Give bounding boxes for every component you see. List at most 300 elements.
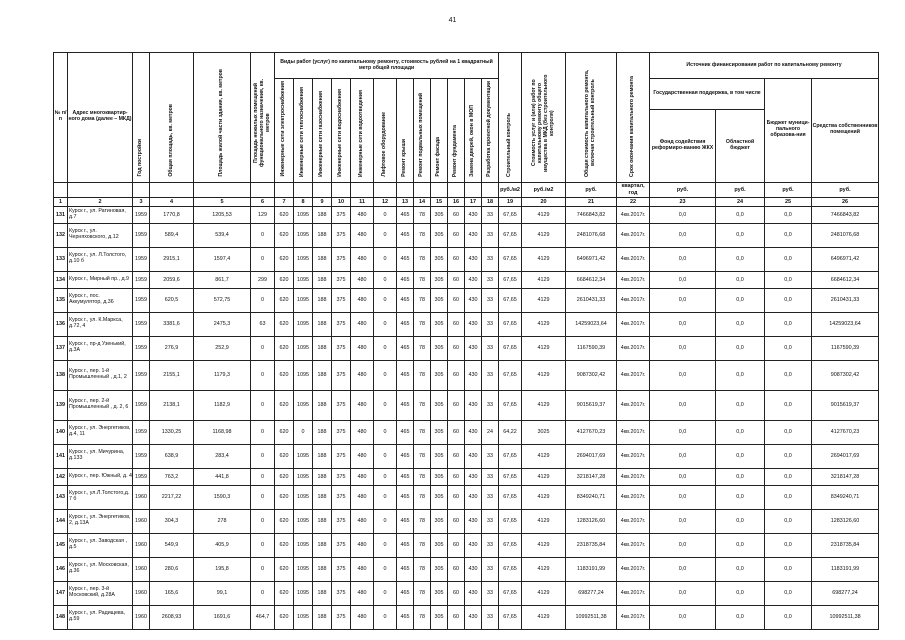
row-work-cost: 480 — [351, 420, 374, 444]
row-address: Курск г., пер. 1-й Промышленный , д.1, 2 — [68, 360, 133, 390]
unit-municipal: руб. — [765, 182, 812, 197]
row-total-cost: 1167590,39 — [566, 336, 617, 360]
row-work-cost: 375 — [332, 420, 351, 444]
column-number: 1 — [54, 197, 68, 206]
row-work-cost: 375 — [332, 223, 351, 247]
unit-total: руб. — [566, 182, 617, 197]
row-work-cost: 430 — [465, 557, 482, 581]
row-work-cost: 33 — [482, 468, 499, 485]
row-work-cost: 430 — [465, 468, 482, 485]
row-work-cost: 188 — [313, 533, 332, 557]
capital-repair-table — [53, 52, 879, 630]
row-work-cost: 188 — [313, 247, 332, 271]
row-work-cost: 480 — [351, 444, 374, 468]
row-work-cost: 78 — [414, 468, 431, 485]
row-number: 148 — [54, 605, 68, 629]
row-work-cost: 33 — [482, 336, 499, 360]
column-number: 4 — [150, 197, 194, 206]
row-work-cost: 305 — [431, 247, 448, 271]
row-work-cost: 78 — [414, 288, 431, 312]
page-number: 41 — [448, 17, 457, 24]
header-fund: Фонд содействия реформиро-ванию ЖКХ — [650, 110, 716, 183]
row-work-cost: 0 — [374, 312, 397, 336]
column-numbers-row — [54, 197, 879, 206]
row-living-area: 1179,3 — [194, 360, 251, 390]
row-living-area: 1691,6 — [194, 605, 251, 629]
row-work-cost: 620 — [275, 485, 294, 509]
header-state-support: Государственная поддержка, в том числе — [650, 79, 765, 110]
row-living-area: 572,75 — [194, 288, 251, 312]
table-row — [54, 485, 879, 509]
row-work-cost: 0 — [374, 509, 397, 533]
row-unit-cost: 4129 — [522, 271, 566, 288]
row-fund: 0,0 — [650, 533, 716, 557]
row-work-cost: 33 — [482, 360, 499, 390]
unit-cost: руб./м2 — [522, 182, 566, 197]
row-living-area: 405,9 — [194, 533, 251, 557]
row-work-cost: 480 — [351, 271, 374, 288]
header-nonres-area: Площадь нежилых помещений функционального назначения, кв. метров — [251, 53, 275, 183]
row-work-cost: 375 — [332, 288, 351, 312]
row-work-cost: 0 — [374, 420, 397, 444]
row-address: Курск г., ул.Л.Толстого,д. 7 б — [68, 485, 133, 509]
row-deadline: 4кв.2017г. — [617, 247, 650, 271]
row-year: 1959 — [133, 247, 150, 271]
row-nonres-area: 0 — [251, 288, 275, 312]
row-fund: 0,0 — [650, 468, 716, 485]
row-work-cost: 375 — [332, 468, 351, 485]
row-work-cost: 375 — [332, 533, 351, 557]
row-total-cost: 6684612,34 — [566, 271, 617, 288]
header-work-4: Инженерные сети водоснабжения — [332, 79, 351, 183]
row-construction-control: 67,65 — [499, 605, 522, 629]
row-regional: 0,0 — [716, 288, 765, 312]
row-work-cost: 78 — [414, 420, 431, 444]
row-address: Курск г., пер. 3-й Московский, д.28А — [68, 581, 133, 605]
table-row — [54, 288, 879, 312]
row-work-cost: 375 — [332, 360, 351, 390]
row-work-cost: 33 — [482, 223, 499, 247]
table-row — [54, 605, 879, 629]
row-nonres-area: 0 — [251, 444, 275, 468]
header-work-12: Разработка проектной документации — [482, 79, 499, 183]
row-fund: 0,0 — [650, 390, 716, 420]
row-living-area: 441,8 — [194, 468, 251, 485]
row-work-cost: 0 — [374, 247, 397, 271]
row-municipal: 0,0 — [765, 557, 812, 581]
row-work-cost: 465 — [397, 468, 414, 485]
row-fund: 0,0 — [650, 206, 716, 223]
row-year: 1959 — [133, 468, 150, 485]
row-work-cost: 0 — [374, 271, 397, 288]
header-work-8: Ремонт подвальных помещений — [414, 79, 431, 183]
row-number: 136 — [54, 312, 68, 336]
row-regional: 0,0 — [716, 247, 765, 271]
row-work-cost: 60 — [448, 360, 465, 390]
header-deadline: Срок окончания капитального ремонта — [617, 53, 650, 183]
row-own-funds: 6496971,42 — [812, 247, 879, 271]
row-address: Курск г., ул. Мичурина, д.133 — [68, 444, 133, 468]
row-work-cost: 0 — [374, 336, 397, 360]
row-construction-control: 67,65 — [499, 581, 522, 605]
row-work-cost: 480 — [351, 533, 374, 557]
row-unit-cost: 4129 — [522, 468, 566, 485]
row-fund: 0,0 — [650, 444, 716, 468]
row-work-cost: 0 — [374, 557, 397, 581]
row-work-cost: 305 — [431, 605, 448, 629]
row-work-cost: 78 — [414, 390, 431, 420]
table-row — [54, 390, 879, 420]
row-work-cost: 305 — [431, 271, 448, 288]
row-work-cost: 188 — [313, 444, 332, 468]
column-number: 5 — [194, 197, 251, 206]
row-work-cost: 0 — [374, 533, 397, 557]
row-deadline: 4кв.2017г. — [617, 509, 650, 533]
row-work-cost: 430 — [465, 485, 482, 509]
row-address: Курск г., ул. К.Маркса, д.72, 4 — [68, 312, 133, 336]
row-construction-control: 67,65 — [499, 533, 522, 557]
header-work-6: Лифтовое оборудование — [374, 79, 397, 183]
row-work-cost: 78 — [414, 533, 431, 557]
row-deadline: 4кв.2017г. — [617, 288, 650, 312]
table-row — [54, 336, 879, 360]
table-row — [54, 444, 879, 468]
row-work-cost: 0 — [374, 485, 397, 509]
row-nonres-area: 464,7 — [251, 605, 275, 629]
row-construction-control: 67,65 — [499, 485, 522, 509]
row-work-cost: 465 — [397, 360, 414, 390]
column-number: 26 — [812, 197, 879, 206]
row-nonres-area: 0 — [251, 533, 275, 557]
row-work-cost: 465 — [397, 390, 414, 420]
row-deadline: 4кв.2017г. — [617, 206, 650, 223]
row-construction-control: 64,22 — [499, 420, 522, 444]
row-nonres-area: 0 — [251, 557, 275, 581]
row-work-cost: 465 — [397, 206, 414, 223]
row-unit-cost: 4129 — [522, 223, 566, 247]
row-work-cost: 188 — [313, 420, 332, 444]
row-fund: 0,0 — [650, 336, 716, 360]
row-work-cost: 430 — [465, 605, 482, 629]
row-number: 142 — [54, 468, 68, 485]
row-year: 1960 — [133, 557, 150, 581]
header-address: Адрес многоквартир-ного дома (далее – МКД) — [68, 53, 133, 183]
row-fund: 0,0 — [650, 509, 716, 533]
row-regional: 0,0 — [716, 533, 765, 557]
header-works-group: Виды работ (услуг) по капитальному ремонту, стоимость рублей на 1 квадратный метр общей площади — [275, 53, 499, 79]
header-work-9: Ремонт фасада — [431, 79, 448, 183]
row-nonres-area: 0 — [251, 581, 275, 605]
row-work-cost: 620 — [275, 557, 294, 581]
row-year: 1959 — [133, 223, 150, 247]
column-number: 21 — [566, 197, 617, 206]
row-construction-control: 67,65 — [499, 312, 522, 336]
row-living-area: 1590,3 — [194, 485, 251, 509]
table-row — [54, 312, 879, 336]
row-nonres-area: 0 — [251, 468, 275, 485]
row-work-cost: 1095 — [294, 468, 313, 485]
row-own-funds: 8349240,71 — [812, 485, 879, 509]
row-work-cost: 620 — [275, 247, 294, 271]
row-total-area: 2059,6 — [150, 271, 194, 288]
row-work-cost: 375 — [332, 312, 351, 336]
row-unit-cost: 4129 — [522, 533, 566, 557]
row-construction-control: 67,65 — [499, 206, 522, 223]
row-own-funds: 2481076,68 — [812, 223, 879, 247]
row-deadline: 4кв.2017г. — [617, 360, 650, 390]
row-fund: 0,0 — [650, 223, 716, 247]
row-total-cost: 7466843,82 — [566, 206, 617, 223]
row-work-cost: 620 — [275, 206, 294, 223]
row-work-cost: 480 — [351, 509, 374, 533]
row-construction-control: 67,65 — [499, 360, 522, 390]
header-own-funds: Средства собственников помещений — [812, 79, 879, 183]
row-municipal: 0,0 — [765, 336, 812, 360]
row-work-cost: 60 — [448, 581, 465, 605]
row-year: 1960 — [133, 581, 150, 605]
row-work-cost: 375 — [332, 271, 351, 288]
row-work-cost: 1095 — [294, 312, 313, 336]
row-nonres-area: 0 — [251, 390, 275, 420]
row-work-cost: 465 — [397, 581, 414, 605]
row-fund: 0,0 — [650, 605, 716, 629]
row-total-cost: 9015619,37 — [566, 390, 617, 420]
row-year: 1960 — [133, 605, 150, 629]
row-regional: 0,0 — [716, 605, 765, 629]
header-work-1: Инженерные сети электроснабжения — [275, 79, 294, 183]
column-number: 2 — [68, 197, 133, 206]
header-year: Год постройки — [133, 53, 150, 183]
header-total-cost: Общая стоимость капитального ремонта, включая строительный контроль — [566, 53, 617, 183]
row-construction-control: 67,65 — [499, 444, 522, 468]
row-work-cost: 188 — [313, 557, 332, 581]
table-row — [54, 420, 879, 444]
row-address: Курск г., ул. Московская, д.36 — [68, 557, 133, 581]
row-total-area: 1770,8 — [150, 206, 194, 223]
row-work-cost: 60 — [448, 509, 465, 533]
row-nonres-area: 0 — [251, 247, 275, 271]
column-number: 12 — [374, 197, 397, 206]
row-work-cost: 60 — [448, 420, 465, 444]
row-own-funds: 6684612,34 — [812, 271, 879, 288]
row-work-cost: 305 — [431, 312, 448, 336]
row-total-area: 638,9 — [150, 444, 194, 468]
row-work-cost: 1095 — [294, 360, 313, 390]
row-work-cost: 1095 — [294, 581, 313, 605]
row-work-cost: 188 — [313, 390, 332, 420]
row-year: 1960 — [133, 509, 150, 533]
row-number: 147 — [54, 581, 68, 605]
row-total-cost: 8349240,71 — [566, 485, 617, 509]
row-deadline: 4кв.2017г. — [617, 271, 650, 288]
column-number: 15 — [431, 197, 448, 206]
row-regional: 0,0 — [716, 557, 765, 581]
row-deadline: 4кв.2017г. — [617, 533, 650, 557]
row-work-cost: 33 — [482, 444, 499, 468]
row-work-cost: 375 — [332, 605, 351, 629]
row-work-cost: 620 — [275, 312, 294, 336]
row-work-cost: 375 — [332, 557, 351, 581]
row-year: 1959 — [133, 271, 150, 288]
row-total-cost: 698277,24 — [566, 581, 617, 605]
table-row — [54, 223, 879, 247]
row-work-cost: 480 — [351, 390, 374, 420]
row-work-cost: 375 — [332, 485, 351, 509]
row-nonres-area: 129 — [251, 206, 275, 223]
row-work-cost: 465 — [397, 271, 414, 288]
row-work-cost: 78 — [414, 271, 431, 288]
header-municipal: Бюджет муници-пального образова-ния — [765, 79, 812, 183]
row-work-cost: 375 — [332, 509, 351, 533]
row-unit-cost: 4129 — [522, 444, 566, 468]
row-number: 138 — [54, 360, 68, 390]
header-total-area: Общая площадь, кв. метров — [150, 53, 194, 183]
row-year: 1959 — [133, 288, 150, 312]
row-work-cost: 430 — [465, 223, 482, 247]
row-total-area: 2217,22 — [150, 485, 194, 509]
row-number: 145 — [54, 533, 68, 557]
row-deadline: 4кв.2017г. — [617, 468, 650, 485]
row-regional: 0,0 — [716, 485, 765, 509]
row-total-cost: 1183191,99 — [566, 557, 617, 581]
row-total-cost: 6496971,42 — [566, 247, 617, 271]
row-own-funds: 3218147,28 — [812, 468, 879, 485]
row-unit-cost: 4129 — [522, 360, 566, 390]
row-deadline: 4кв.2017г. — [617, 336, 650, 360]
row-number: 141 — [54, 444, 68, 468]
row-work-cost: 1095 — [294, 509, 313, 533]
row-work-cost: 0 — [374, 223, 397, 247]
row-work-cost: 465 — [397, 605, 414, 629]
row-work-cost: 33 — [482, 485, 499, 509]
row-unit-cost: 4129 — [522, 390, 566, 420]
row-number: 132 — [54, 223, 68, 247]
row-regional: 0,0 — [716, 336, 765, 360]
row-total-area: 763,2 — [150, 468, 194, 485]
row-regional: 0,0 — [716, 420, 765, 444]
row-unit-cost: 4129 — [522, 288, 566, 312]
row-work-cost: 465 — [397, 420, 414, 444]
table-row — [54, 509, 879, 533]
row-work-cost: 375 — [332, 581, 351, 605]
header-work-7: Ремонт крыши — [397, 79, 414, 183]
row-total-area: 165,6 — [150, 581, 194, 605]
row-work-cost: 0 — [374, 605, 397, 629]
row-work-cost: 305 — [431, 223, 448, 247]
row-address: Курск г., ул. Черняховского, д.12 — [68, 223, 133, 247]
row-work-cost: 465 — [397, 336, 414, 360]
row-work-cost: 620 — [275, 223, 294, 247]
row-work-cost: 78 — [414, 360, 431, 390]
row-work-cost: 1095 — [294, 485, 313, 509]
row-nonres-area: 0 — [251, 485, 275, 509]
row-work-cost: 480 — [351, 581, 374, 605]
row-work-cost: 465 — [397, 223, 414, 247]
header-work-2: Инженерные сети теплоснабжения — [294, 79, 313, 183]
row-work-cost: 78 — [414, 605, 431, 629]
row-living-area: 1205,53 — [194, 206, 251, 223]
row-work-cost: 188 — [313, 206, 332, 223]
row-deadline: 4кв.2017г. — [617, 420, 650, 444]
row-municipal: 0,0 — [765, 605, 812, 629]
row-construction-control: 67,65 — [499, 509, 522, 533]
row-work-cost: 78 — [414, 485, 431, 509]
row-work-cost: 33 — [482, 247, 499, 271]
table-row — [54, 557, 879, 581]
row-work-cost: 305 — [431, 288, 448, 312]
row-municipal: 0,0 — [765, 509, 812, 533]
row-work-cost: 78 — [414, 206, 431, 223]
row-work-cost: 1095 — [294, 271, 313, 288]
row-work-cost: 430 — [465, 206, 482, 223]
row-address: Курск г., пос. Аккумулятор, д.36 — [68, 288, 133, 312]
table-row — [54, 271, 879, 288]
row-work-cost: 480 — [351, 557, 374, 581]
unit-fund: руб. — [650, 182, 716, 197]
row-work-cost: 24 — [482, 420, 499, 444]
row-fund: 0,0 — [650, 247, 716, 271]
header-living-area: Площадь жилой части здания, кв. метров — [194, 53, 251, 183]
row-work-cost: 60 — [448, 468, 465, 485]
row-work-cost: 430 — [465, 509, 482, 533]
column-number: 13 — [397, 197, 414, 206]
row-work-cost: 375 — [332, 336, 351, 360]
row-construction-control: 67,65 — [499, 336, 522, 360]
row-own-funds: 14259023,64 — [812, 312, 879, 336]
row-work-cost: 620 — [275, 271, 294, 288]
row-work-cost: 305 — [431, 468, 448, 485]
row-municipal: 0,0 — [765, 312, 812, 336]
column-number: 23 — [650, 197, 716, 206]
row-own-funds: 7466843,82 — [812, 206, 879, 223]
row-work-cost: 375 — [332, 444, 351, 468]
row-living-area: 99,1 — [194, 581, 251, 605]
row-work-cost: 480 — [351, 223, 374, 247]
row-work-cost: 188 — [313, 288, 332, 312]
row-fund: 0,0 — [650, 360, 716, 390]
row-work-cost: 188 — [313, 468, 332, 485]
row-municipal: 0,0 — [765, 444, 812, 468]
column-number: 6 — [251, 197, 275, 206]
column-number: 18 — [482, 197, 499, 206]
row-unit-cost: 4129 — [522, 247, 566, 271]
row-work-cost: 465 — [397, 444, 414, 468]
column-number: 25 — [765, 197, 812, 206]
header-work-11: Замена дверей, окон в МОП — [465, 79, 482, 183]
row-year: 1959 — [133, 206, 150, 223]
row-regional: 0,0 — [716, 444, 765, 468]
row-fund: 0,0 — [650, 485, 716, 509]
row-unit-cost: 4129 — [522, 336, 566, 360]
row-work-cost: 0 — [374, 444, 397, 468]
row-work-cost: 0 — [374, 288, 397, 312]
row-own-funds: 2318735,84 — [812, 533, 879, 557]
row-work-cost: 305 — [431, 581, 448, 605]
row-living-area: 1182,9 — [194, 390, 251, 420]
column-number: 8 — [294, 197, 313, 206]
row-total-area: 2915,1 — [150, 247, 194, 271]
column-number: 19 — [499, 197, 522, 206]
row-work-cost: 620 — [275, 581, 294, 605]
row-living-area: 1168,98 — [194, 420, 251, 444]
row-total-cost: 2694017,69 — [566, 444, 617, 468]
row-work-cost: 430 — [465, 444, 482, 468]
row-unit-cost: 4129 — [522, 557, 566, 581]
row-work-cost: 0 — [374, 360, 397, 390]
row-work-cost: 620 — [275, 444, 294, 468]
row-work-cost: 188 — [313, 336, 332, 360]
header-regional: Областной бюджет — [716, 110, 765, 183]
